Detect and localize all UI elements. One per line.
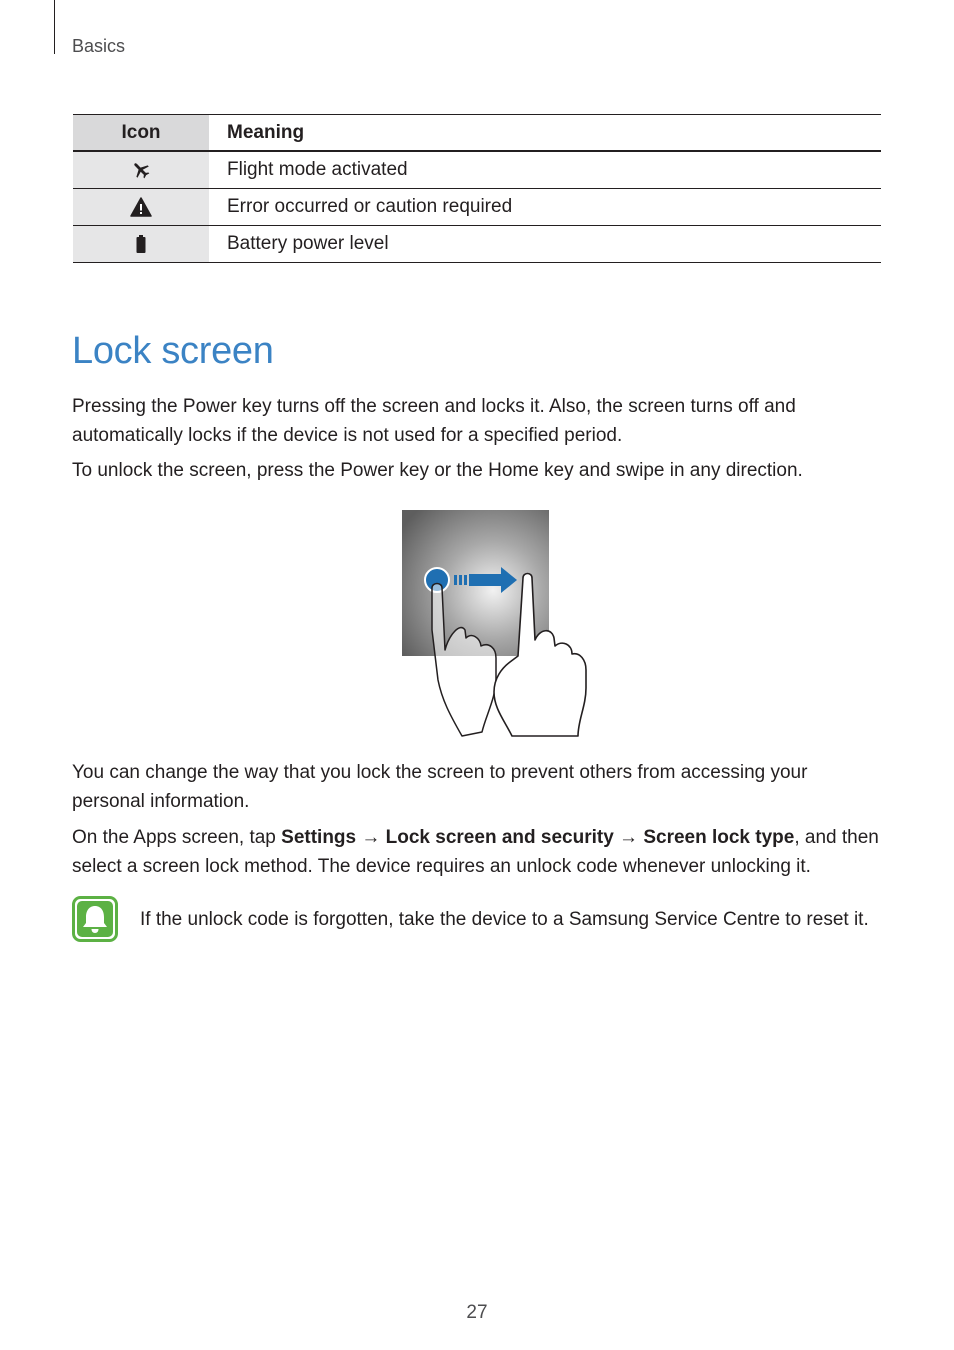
page-number: 27 xyxy=(466,1302,488,1323)
column-header-meaning: Meaning xyxy=(209,115,881,152)
note-text: If the unlock code is forgotten, take the device to a Samsung Service Centre to reset it. xyxy=(140,909,869,930)
paragraph-unlock-instructions: To unlock the screen, press the Power key or the Home key and swipe in any direction. xyxy=(72,460,803,481)
table-cell-meaning: Battery power level xyxy=(209,226,881,263)
section-heading: Lock screen xyxy=(72,330,274,372)
section-label: Basics xyxy=(72,36,126,56)
step-lock-screen-and-security: Lock screen and security xyxy=(385,827,614,848)
step-settings: Settings xyxy=(281,827,357,848)
step-screen-lock-type: Screen lock type xyxy=(643,827,795,848)
table-header-row xyxy=(73,115,881,152)
battery-icon xyxy=(135,234,147,254)
table-cell-icon xyxy=(73,151,209,189)
table-row xyxy=(73,151,881,189)
step-arrow: → xyxy=(613,827,644,848)
table-cell-icon xyxy=(73,226,209,263)
swipe-gesture-illustration xyxy=(402,510,592,740)
table-cell-icon xyxy=(73,189,209,226)
warning-icon xyxy=(130,197,152,217)
table-cell-meaning: Flight mode activated xyxy=(209,151,881,189)
airplane-icon xyxy=(131,160,151,180)
paragraph-lock-description: Pressing the Power key turns off the screen and locks it. Also, the screen turns off and automatically locks if the device is not used for a specified period. xyxy=(72,396,796,446)
margin-rule xyxy=(54,0,55,54)
notice-bell-icon xyxy=(72,896,118,942)
icon-meaning-table xyxy=(73,114,881,263)
column-header-icon: Icon xyxy=(73,115,209,152)
step-prefix: On the Apps screen, tap xyxy=(72,827,282,848)
table-row xyxy=(73,189,881,226)
step-suffix: , and then select a screen lock method. The device requires an unlock code whenever unlocking it. xyxy=(72,827,879,877)
table-row xyxy=(73,226,881,263)
paragraph-lock-method-intro: You can change the way that you lock the screen to prevent others from accessing your personal information. xyxy=(72,762,808,812)
paragraph-lock-method-steps xyxy=(72,823,884,881)
table-cell-meaning: Error occurred or caution required xyxy=(209,189,881,226)
step-arrow: → xyxy=(356,827,386,848)
